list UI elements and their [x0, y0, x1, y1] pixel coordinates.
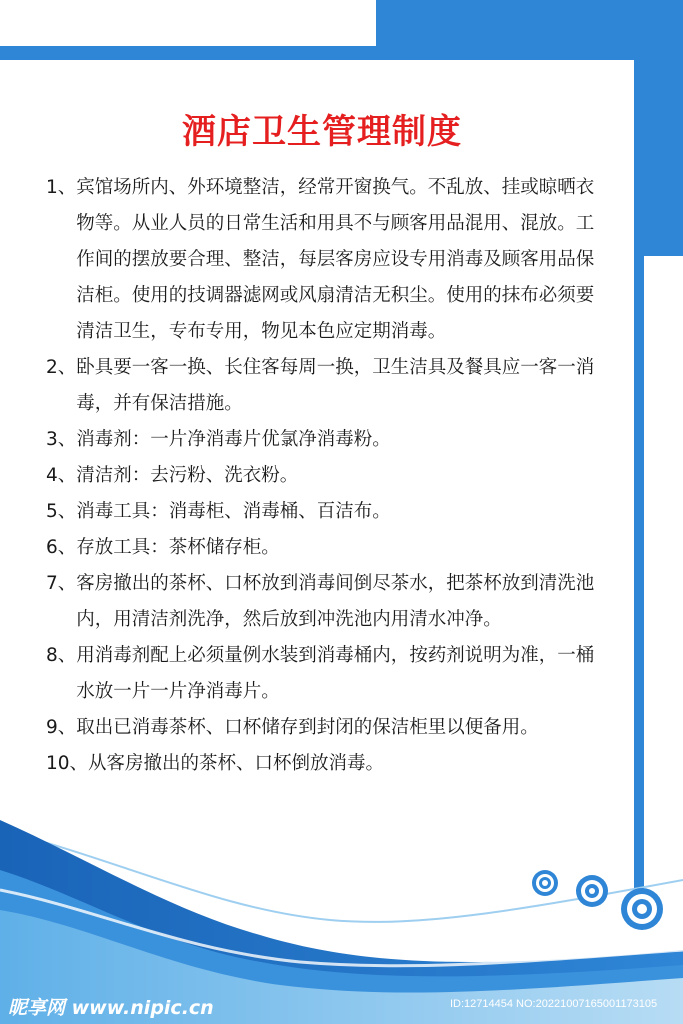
- list-item-number: 4、: [46, 465, 77, 486]
- wave-decoration: [0, 800, 683, 1024]
- list-item-text: 宾馆场所内、外环境整洁，经常开窗换气。不乱放、挂或晾晒衣物等。从业人员的日常生活和用具不与顾客用品混用、混放。工作间的摆放要合理、整洁，每层客房应设专用消毒及顾客用品保洁柜。使用的技调器滤网或风扇清洁无积尘。使用的抹布必须要清洁卫生，专布专用，物见本色应定期消毒。: [76, 177, 595, 342]
- list-item: [46, 710, 598, 746]
- list-item-text: 存放工具：茶杯储存柜。: [76, 537, 280, 558]
- list-item-text: 消毒剂：一片净消毒片优氯净消毒粉。: [76, 429, 391, 450]
- list-item: [46, 422, 598, 458]
- right-color-bar: [644, 46, 683, 256]
- list-item-number: 1、: [46, 177, 77, 198]
- list-item-number: 10、: [46, 753, 89, 774]
- list-item-number: 7、: [46, 573, 77, 594]
- list-item-number: 6、: [46, 537, 77, 558]
- list-item: [46, 494, 598, 530]
- rules-list: [46, 170, 598, 782]
- watermark-id: ID:12714454 NO:20221007165001173105: [450, 998, 658, 1010]
- list-item-text: 消毒工具：消毒柜、消毒桶、百洁布。: [76, 501, 391, 522]
- list-item: [46, 350, 598, 422]
- list-item: [46, 746, 598, 782]
- list-item: [46, 638, 598, 710]
- list-item-text: 客房撤出的茶杯、口杯放到消毒间倒尽茶水，把茶杯放到清洗池内，用清洁剂洗净，然后放到冲洗池内用清水冲净。: [76, 573, 595, 630]
- list-item-number: 9、: [46, 717, 77, 738]
- ripple-circle-icon: [532, 870, 558, 896]
- list-item: [46, 530, 598, 566]
- ripple-circle-icon: [621, 888, 663, 930]
- list-item-number: 3、: [46, 429, 77, 450]
- list-item-text: 取出已消毒茶杯、口杯储存到封闭的保洁柜里以便备用。: [76, 717, 539, 738]
- list-item-text: 用消毒剂配上必须量例水装到消毒桶内，按药剂说明为准，一桶水放一片一片净消毒片。: [76, 645, 595, 702]
- top-right-color-block: [376, 0, 683, 46]
- ripple-circle-icon: [576, 875, 608, 907]
- list-item-number: 8、: [46, 645, 77, 666]
- list-item-number: 2、: [46, 357, 77, 378]
- list-item-number: 5、: [46, 501, 77, 522]
- list-item-text: 卧具要一客一换、长住客每周一换，卫生洁具及餐具应一客一消毒，并有保洁措施。: [76, 357, 595, 414]
- list-item: [46, 458, 598, 494]
- page-title: 酒店卫生管理制度: [182, 112, 462, 152]
- list-item: [46, 566, 598, 638]
- list-item-text: 清洁剂：去污粉、洗衣粉。: [76, 465, 299, 486]
- list-item-text: 从客房撤出的茶杯、口杯倒放消毒。: [88, 753, 385, 774]
- watermark-logo: 昵享网 www.nipic.cn: [8, 997, 214, 1019]
- list-item: [46, 170, 598, 350]
